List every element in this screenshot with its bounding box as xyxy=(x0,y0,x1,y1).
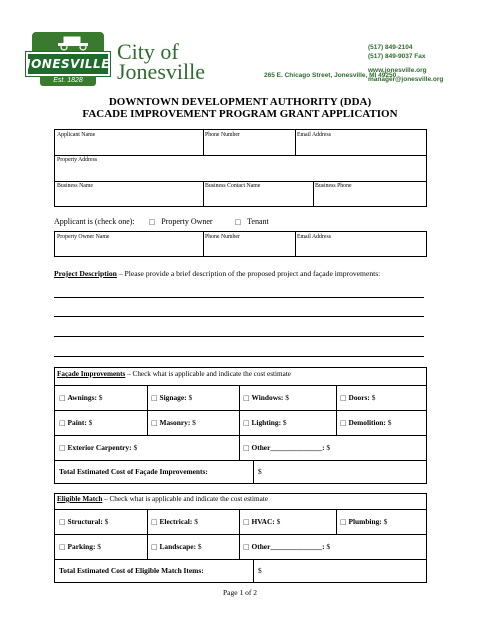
owner-email-field[interactable]: Email Address xyxy=(297,234,331,240)
hvac-label: HVAC: xyxy=(251,517,275,526)
structural-checkbox-icon[interactable]: □ xyxy=(59,518,66,526)
paint-item[interactable] xyxy=(59,418,92,427)
demolition-cost[interactable]: $ xyxy=(387,418,392,427)
match-instructions: – Check what is applicable and indicate the cost estimate xyxy=(102,495,268,503)
facade-other-cost[interactable]: $ xyxy=(326,443,331,452)
facade-other-checkbox-icon[interactable]: □ xyxy=(243,444,250,452)
demolition-checkbox-icon[interactable]: □ xyxy=(340,419,347,427)
phone: (517) 849-2104 xyxy=(368,44,413,51)
business-name-field[interactable]: Business Name xyxy=(57,183,93,189)
letterhead xyxy=(26,32,456,90)
lighting-label: Lighting: xyxy=(251,418,282,427)
property-owner-checkbox-icon[interactable]: □ xyxy=(148,218,156,226)
match-other-checkbox-icon[interactable]: □ xyxy=(243,543,250,551)
facade-total-value[interactable]: $ xyxy=(258,467,262,476)
signage-item[interactable] xyxy=(151,393,192,402)
business-phone-field[interactable]: Business Phone xyxy=(315,183,352,189)
masonry-label: Masonry: xyxy=(159,418,191,427)
applicant-name-field[interactable]: Applicant Name xyxy=(57,132,96,138)
contact-block xyxy=(368,44,443,84)
masonry-checkbox-icon[interactable]: □ xyxy=(151,419,158,427)
awnings-label: Awnings: xyxy=(67,393,97,402)
facade-improvements-table xyxy=(54,367,427,484)
lighting-item[interactable] xyxy=(243,418,287,427)
description-line-2[interactable] xyxy=(54,316,424,317)
facade-total-label: Total Estimated Cost of Façade Improvements: xyxy=(59,467,208,476)
plumbing-item[interactable] xyxy=(340,517,387,526)
exterior-carpentry-checkbox-icon[interactable]: □ xyxy=(59,444,66,452)
structural-item[interactable] xyxy=(59,517,108,526)
parking-label: Parking: xyxy=(67,542,96,551)
applicant-table xyxy=(54,129,427,207)
city-line2: Jonesville xyxy=(117,59,205,84)
electrical-cost[interactable]: $ xyxy=(194,517,198,526)
tenant-option: Tenant xyxy=(247,217,269,226)
applicant-email-field[interactable]: Email Address xyxy=(297,132,331,138)
match-heading: Eligible Match xyxy=(57,495,103,503)
applicant-type-label: Applicant is (check one): xyxy=(54,217,135,226)
signage-cost[interactable]: $ xyxy=(188,393,193,402)
structural-cost[interactable]: $ xyxy=(104,517,109,526)
doors-checkbox-icon[interactable]: □ xyxy=(340,394,347,402)
facade-instructions: – Check what is applicable and indicate the cost estimate xyxy=(125,370,292,378)
lighting-checkbox-icon[interactable]: □ xyxy=(243,419,250,427)
plumbing-checkbox-icon[interactable]: □ xyxy=(340,518,347,526)
windows-label: Windows: xyxy=(251,393,284,402)
email-link[interactable]: manager@jonesville.org xyxy=(368,75,444,83)
landscape-label: Landscape: xyxy=(159,542,197,551)
signage-checkbox-icon[interactable]: □ xyxy=(151,394,158,402)
match-section-header xyxy=(55,494,270,505)
city-seal-logo xyxy=(26,32,110,88)
description-line-3[interactable] xyxy=(54,336,424,337)
hvac-checkbox-icon[interactable]: □ xyxy=(243,518,250,526)
electrical-checkbox-icon[interactable]: □ xyxy=(151,518,158,526)
parking-cost[interactable]: $ xyxy=(97,542,101,551)
facade-other-item[interactable] xyxy=(243,443,330,452)
project-description-text: – Please provide a brief description of the proposed project and façade improvements: xyxy=(116,269,381,278)
owner-phone-field[interactable]: Phone Number xyxy=(205,234,240,240)
windows-item[interactable] xyxy=(243,393,289,402)
awnings-cost[interactable]: $ xyxy=(98,393,103,402)
plumbing-label: Plumbing: xyxy=(348,517,382,526)
masonry-item[interactable] xyxy=(151,418,196,427)
form-title-line1: DOWNTOWN DEVELOPMENT AUTHORITY (DDA) xyxy=(108,96,372,108)
landscape-item[interactable] xyxy=(151,542,202,551)
hvac-item[interactable] xyxy=(243,517,280,526)
exterior-carpentry-label: Exterior Carpentry: xyxy=(67,443,132,452)
project-description-label: Project Description xyxy=(54,269,117,278)
tenant-checkbox-icon[interactable]: □ xyxy=(234,218,242,226)
parking-checkbox-icon[interactable]: □ xyxy=(59,543,66,551)
windows-cost[interactable]: $ xyxy=(285,393,289,402)
facade-section-header xyxy=(55,369,293,380)
doors-cost[interactable]: $ xyxy=(371,393,376,402)
awnings-checkbox-icon[interactable]: □ xyxy=(59,394,66,402)
description-line-1[interactable] xyxy=(54,297,424,298)
exterior-carpentry-item[interactable] xyxy=(59,443,137,452)
property-address-field[interactable]: Property Address xyxy=(57,157,98,163)
landscape-checkbox-icon[interactable]: □ xyxy=(151,543,158,551)
seal-est: Est. 1828 xyxy=(40,76,96,86)
match-other-label: Other______________: xyxy=(251,542,325,551)
city-line1: City of xyxy=(117,39,179,64)
hvac-cost[interactable]: $ xyxy=(276,517,281,526)
match-other-cost[interactable]: $ xyxy=(326,542,331,551)
windows-checkbox-icon[interactable]: □ xyxy=(243,394,250,402)
structural-label: Structural: xyxy=(67,517,103,526)
doors-item[interactable] xyxy=(340,393,375,402)
signage-label: Signage: xyxy=(159,393,187,402)
match-other-item[interactable] xyxy=(243,542,330,551)
fax: (517) 849-9037 Fax xyxy=(368,52,426,60)
city-name xyxy=(117,39,205,84)
exterior-carpentry-cost[interactable]: $ xyxy=(133,443,138,452)
description-line-4[interactable] xyxy=(54,356,424,357)
match-total-value[interactable]: $ xyxy=(258,566,262,575)
seal-top xyxy=(32,32,104,54)
doors-label: Doors: xyxy=(348,393,370,402)
plumbing-cost[interactable]: $ xyxy=(383,517,388,526)
seal-band xyxy=(26,52,110,76)
masonry-cost[interactable]: $ xyxy=(192,418,196,427)
owner-name-field[interactable]: Property Owner Name xyxy=(57,234,110,240)
landscape-cost[interactable]: $ xyxy=(197,542,202,551)
paint-checkbox-icon[interactable]: □ xyxy=(59,419,66,427)
facade-other-label: Other______________: xyxy=(251,443,325,452)
lighting-cost[interactable]: $ xyxy=(282,418,287,427)
owner-table xyxy=(54,231,427,257)
parking-item[interactable] xyxy=(59,542,101,551)
eligible-match-table xyxy=(54,493,427,583)
seal-text: JONESVILLE xyxy=(26,57,110,71)
electrical-item[interactable] xyxy=(151,517,198,526)
antique-car-icon xyxy=(54,35,94,51)
business-contact-field[interactable]: Business Contact Name xyxy=(205,183,261,189)
facade-heading: Façade Improvements xyxy=(57,370,126,378)
form-title-line2: FACADE IMPROVEMENT PROGRAM GRANT APPLICATION xyxy=(82,108,398,120)
page-number: Page 1 of 2 xyxy=(223,588,257,597)
paint-cost[interactable]: $ xyxy=(88,418,93,427)
demolition-label: Demolition: xyxy=(348,418,386,427)
website-link[interactable]: www.jonesville.org xyxy=(368,67,427,74)
electrical-label: Electrical: xyxy=(159,517,193,526)
paint-label: Paint: xyxy=(67,418,87,427)
match-total-label: Total Estimated Cost of Eligible Match Items: xyxy=(59,566,204,575)
awnings-item[interactable] xyxy=(59,393,102,402)
applicant-type-row xyxy=(54,217,273,226)
applicant-phone-field[interactable]: Phone Number xyxy=(205,132,240,138)
property-owner-option: Property Owner xyxy=(161,217,213,226)
city-address: 265 E. Chicago Street, Jonesville, MI 49250 xyxy=(264,72,397,79)
demolition-item[interactable] xyxy=(340,418,391,427)
project-description-heading xyxy=(54,269,380,278)
